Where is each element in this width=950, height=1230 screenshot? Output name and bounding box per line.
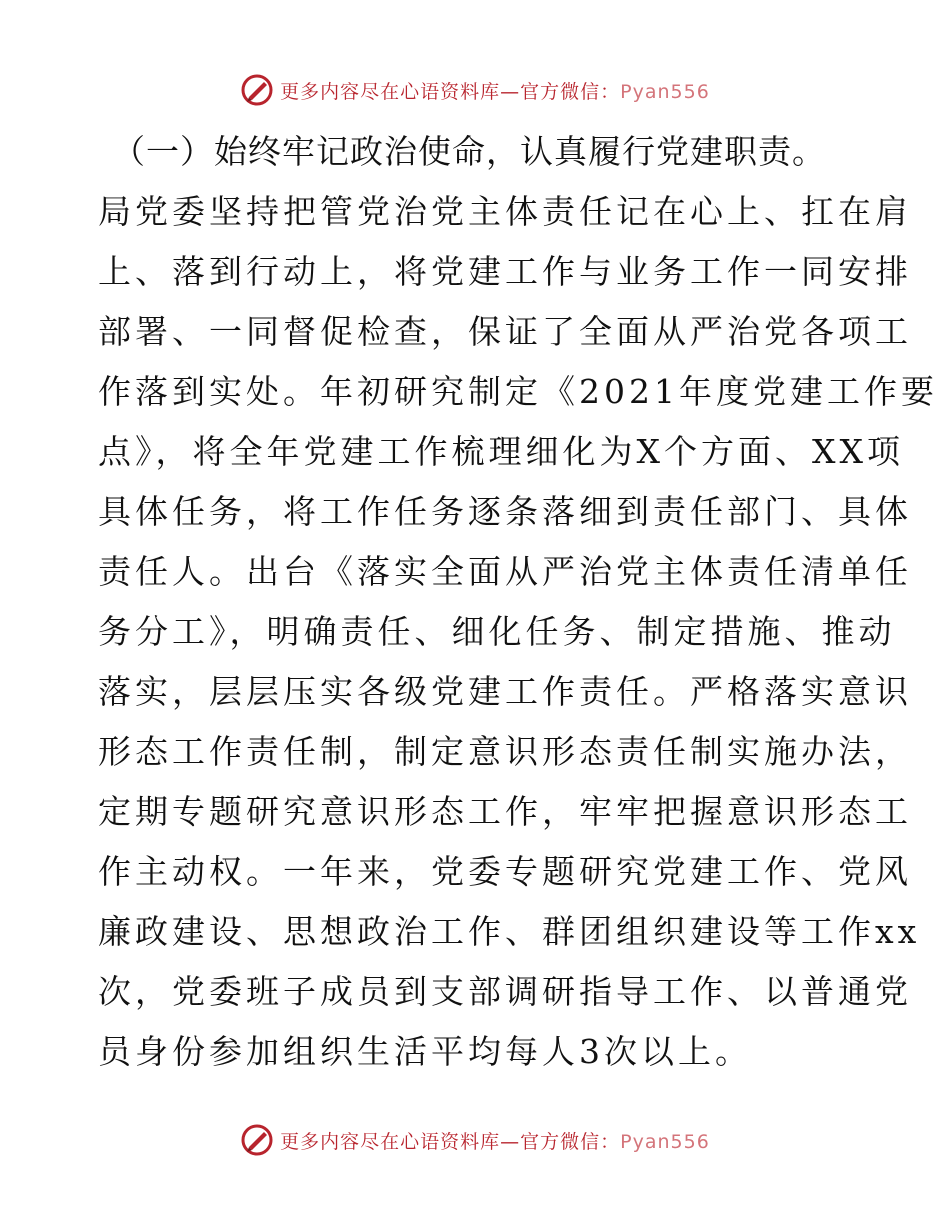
paragraph-line: 作落到实处。年初研究制定《2021年度党建工作要 <box>98 372 938 411</box>
paragraph-line: 员身份参加组织生活平均每人3次以上。 <box>98 1032 752 1071</box>
watermark-text <box>280 1127 710 1154</box>
paragraph-line: 务分工》，明确责任、细化任务、制定措施、推动 <box>98 612 896 651</box>
paragraph-line: 局党委坚持把管党治党主体责任记在心上、扛在肩 <box>98 192 912 231</box>
paragraph-line: 落实，层层压实各级党建工作责任。严格落实意识 <box>98 672 912 711</box>
paragraph-line: 定期专题研究意识形态工作，牢牢把握意识形态工 <box>98 792 912 831</box>
watermark-label: 更多内容尽在心语资料库—官方微信： <box>280 1130 621 1153</box>
paragraph-line: 具体任务，将工作任务逐条落细到责任部门、具体 <box>98 492 912 531</box>
watermark-text <box>280 77 710 104</box>
watermark-wechat-id: Pyan556 <box>620 1130 710 1153</box>
watermark-label: 更多内容尽在心语资料库—官方微信： <box>280 80 621 103</box>
watermark-header <box>0 70 950 110</box>
paragraph-line: 责任人。出台《落实全面从严治党主体责任清单任 <box>98 552 912 591</box>
section-paragraph <box>98 182 938 1082</box>
section-heading: （一）始终牢记政治使命，认真履行党建职责。 <box>112 132 826 171</box>
paragraph-line: 形态工作责任制，制定意识形态责任制实施办法， <box>98 732 912 771</box>
paragraph-line: 次，党委班子成员到支部调研指导工作、以普通党 <box>98 972 912 1011</box>
paragraph-line: 作主动权。一年来，党委专题研究党建工作、党风 <box>98 852 912 891</box>
watermark-footer <box>0 1120 950 1160</box>
pen-logo-icon <box>240 1123 274 1157</box>
paragraph-line: 点》，将全年党建工作梳理细化为X个方面、XX项 <box>98 432 904 471</box>
paragraph-line: 上、落到行动上，将党建工作与业务工作一同安排 <box>98 252 912 291</box>
pen-logo-icon <box>240 73 274 107</box>
watermark-wechat-id: Pyan556 <box>620 80 710 103</box>
paragraph-line: 廉政建设、思想政治工作、群团组织建设等工作xx <box>98 912 921 951</box>
paragraph-line: 部署、一同督促检查，保证了全面从严治党各项工 <box>98 312 912 351</box>
